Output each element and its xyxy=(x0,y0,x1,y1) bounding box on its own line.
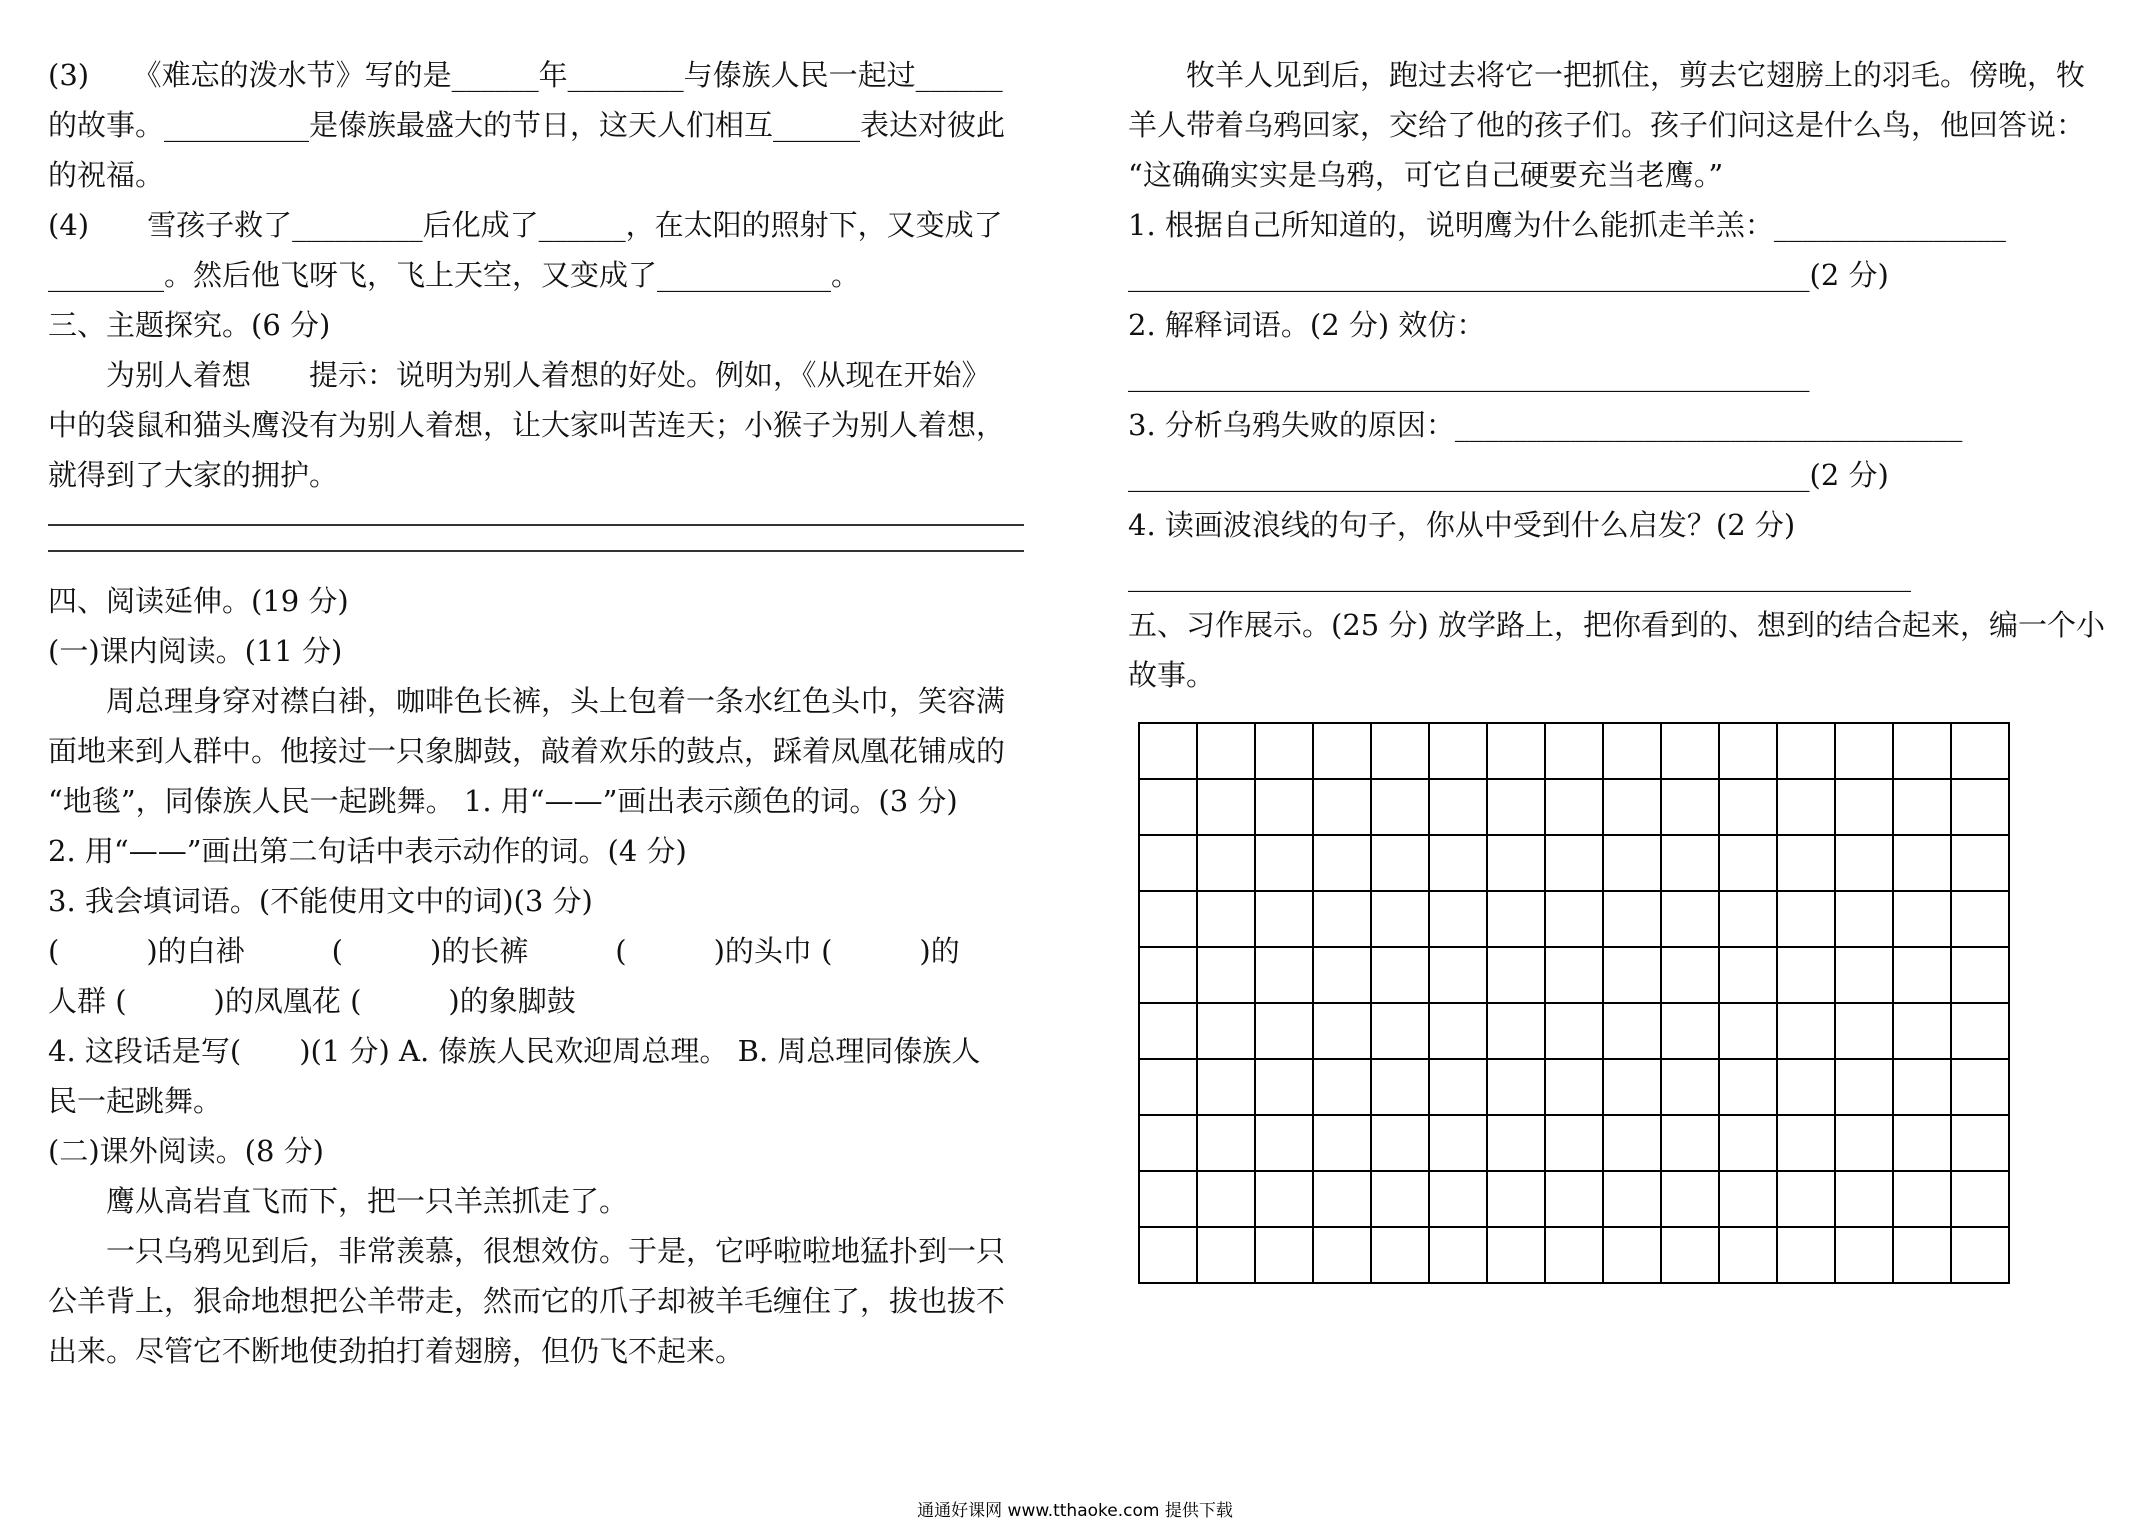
grid-cell xyxy=(1661,835,1719,891)
right-text-block xyxy=(1128,50,2108,700)
grid-cell xyxy=(1719,779,1777,835)
text-line: “这确确实实是乌鸦，可它自己硬要充当老鹰。” xyxy=(1128,158,1724,192)
text-line: 的故事。__________是傣族最盛大的节日，这天人们相互______表达对彼此 xyxy=(48,108,1006,142)
grid-cell xyxy=(1603,947,1661,1003)
text-line: (3) 《难忘的泼水节》写的是______年________与傣族人民一起过______ xyxy=(48,58,1003,92)
grid-cell xyxy=(1429,1003,1487,1059)
grid-cell xyxy=(1603,1171,1661,1227)
grid-cell xyxy=(1777,891,1835,947)
grid-cell xyxy=(1429,1115,1487,1171)
text-line: ( )的白褂 ( )的长裤 ( )的头巾 ( )的 xyxy=(48,934,960,968)
grid-cell xyxy=(1255,1059,1313,1115)
text-line: 鹰从高岩直飞而下，把一只羊羔抓走了。 xyxy=(106,1184,629,1218)
grid-cell xyxy=(1777,947,1835,1003)
grid-cell xyxy=(1197,1003,1255,1059)
grid-cell xyxy=(1545,1227,1603,1283)
grid-cell xyxy=(1661,1171,1719,1227)
grid-cell xyxy=(1545,1171,1603,1227)
left-column xyxy=(48,50,1024,1376)
grid-cell xyxy=(1545,891,1603,947)
grid-row xyxy=(1139,779,2009,835)
grid-cell xyxy=(1777,723,1835,779)
grid-cell xyxy=(1255,723,1313,779)
grid-cell xyxy=(1719,1171,1777,1227)
text-line: 面地来到人群中。他接过一只象脚鼓，敲着欢乐的鼓点，踩着凤凰花铺成的 xyxy=(48,734,1006,768)
grid-cell xyxy=(1429,779,1487,835)
grid-cell xyxy=(1661,1227,1719,1283)
grid-cell xyxy=(1777,1115,1835,1171)
grid-cell xyxy=(1197,723,1255,779)
text-line: 人群 ( )的凤凰花 ( )的象脚鼓 xyxy=(48,984,576,1018)
grid-cell xyxy=(1661,1115,1719,1171)
grid-cell xyxy=(1719,1115,1777,1171)
grid-cell xyxy=(1487,1115,1545,1171)
text-line: 一只乌鸦见到后，非常羡慕，很想效仿。于是，它呼啦啦地猛扑到一只 xyxy=(106,1234,1006,1268)
grid-cell xyxy=(1139,779,1197,835)
grid-cell xyxy=(1603,1059,1661,1115)
grid-row xyxy=(1139,1003,2009,1059)
grid-cell xyxy=(1777,1171,1835,1227)
grid-cell xyxy=(1545,1003,1603,1059)
grid-cell xyxy=(1429,891,1487,947)
grid-cell xyxy=(1487,1003,1545,1059)
grid-cell xyxy=(1197,1115,1255,1171)
text-line: (一)课内阅读。(11 分) xyxy=(48,634,343,668)
grid-cell xyxy=(1719,835,1777,891)
grid-cell xyxy=(1777,1227,1835,1283)
grid-row xyxy=(1139,1059,2009,1115)
grid-row xyxy=(1139,1227,2009,1283)
grid-cell xyxy=(1371,779,1429,835)
text-line: 故事。 xyxy=(1128,658,1216,692)
text-line: 3. 分析乌鸦失败的原因：___________________________________ xyxy=(1128,408,1963,442)
text-line: 2. 用“——”画出第二句话中表示动作的词。(4 分) xyxy=(48,834,687,868)
grid-cell xyxy=(1719,891,1777,947)
grid-cell xyxy=(1371,891,1429,947)
grid-cell xyxy=(1603,1003,1661,1059)
grid-cell xyxy=(1255,835,1313,891)
text-line: 五、习作展示。(25 分) 放学路上，把你看到的、想到的结合起来，编一个小 xyxy=(1128,608,2105,642)
grid-cell xyxy=(1951,1227,2009,1283)
grid-cell xyxy=(1313,891,1371,947)
grid-cell xyxy=(1951,1171,2009,1227)
grid-cell xyxy=(1835,891,1893,947)
grid-cell xyxy=(1835,1059,1893,1115)
grid-cell xyxy=(1487,1227,1545,1283)
grid-row xyxy=(1139,1171,2009,1227)
text-line: (4) 雪孩子救了_________后化成了______，在太阳的照射下，又变成了 xyxy=(48,208,1003,242)
grid-cell xyxy=(1429,1227,1487,1283)
grid-cell xyxy=(1313,947,1371,1003)
grid-cell xyxy=(1139,1227,1197,1283)
text-line: 4. 这段话是写( )(1 分) A. 傣族人民欢迎周总理。 B. 周总理同傣族人 xyxy=(48,1034,981,1068)
grid-cell xyxy=(1777,779,1835,835)
writing-grid-table xyxy=(1138,722,2010,1284)
text-line: 牧羊人见到后，跑过去将它一把抓住，剪去它翅膀上的羽毛。傍晚，牧 xyxy=(1186,58,2086,92)
grid-cell xyxy=(1371,1059,1429,1115)
grid-cell xyxy=(1661,779,1719,835)
grid-cell xyxy=(1893,1003,1951,1059)
grid-cell xyxy=(1313,1059,1371,1115)
grid-cell xyxy=(1139,835,1197,891)
text-line: 公羊背上，狠命地想把公羊带走，然而它的爪子却被羊毛缠住了，拔也拔不 xyxy=(48,1284,1006,1318)
grid-cell xyxy=(1429,723,1487,779)
grid-cell xyxy=(1719,723,1777,779)
grid-cell xyxy=(1835,947,1893,1003)
grid-cell xyxy=(1371,1171,1429,1227)
grid-cell xyxy=(1255,1115,1313,1171)
grid-cell xyxy=(1545,1059,1603,1115)
grid-cell xyxy=(1197,1171,1255,1227)
grid-cell xyxy=(1603,723,1661,779)
grid-cell xyxy=(1371,723,1429,779)
grid-cell xyxy=(1197,779,1255,835)
text-line: 三、主题探究。(6 分) xyxy=(48,308,331,342)
text-line: “地毯”，同傣族人民一起跳舞。 1. 用“——”画出表示颜色的词。(3 分) xyxy=(48,784,958,818)
grid-cell xyxy=(1487,779,1545,835)
text-line: 3. 我会填词语。(不能使用文中的词)(3 分) xyxy=(48,884,593,918)
text-line: 羊人带着乌鸦回家，交给了他的孩子们。孩子们问这是什么鸟，他回答说： xyxy=(1128,108,2086,142)
grid-cell xyxy=(1313,779,1371,835)
grid-cell xyxy=(1197,1059,1255,1115)
grid-cell xyxy=(1371,1003,1429,1059)
grid-cell xyxy=(1487,947,1545,1003)
text-line: _______________________________________________ xyxy=(1128,358,1810,392)
grid-cell xyxy=(1661,1059,1719,1115)
answer-line xyxy=(48,524,1024,526)
grid-cell xyxy=(1197,891,1255,947)
grid-cell xyxy=(1893,1115,1951,1171)
grid-cell xyxy=(1255,1003,1313,1059)
grid-cell xyxy=(1487,1059,1545,1115)
grid-cell xyxy=(1951,1003,2009,1059)
text-line: 1. 根据自己所知道的，说明鹰为什么能抓走羊羔：________________ xyxy=(1128,208,2006,242)
grid-cell xyxy=(1719,1227,1777,1283)
grid-cell xyxy=(1139,723,1197,779)
grid-cell xyxy=(1893,1171,1951,1227)
grid-row xyxy=(1139,891,2009,947)
text-line: ______________________________________________________ xyxy=(1128,558,1911,592)
answer-line xyxy=(48,550,1024,552)
grid-cell xyxy=(1545,1115,1603,1171)
grid-cell xyxy=(1255,1227,1313,1283)
grid-cell xyxy=(1313,1171,1371,1227)
grid-cell xyxy=(1661,1003,1719,1059)
grid-cell xyxy=(1951,723,2009,779)
grid-cell xyxy=(1313,1003,1371,1059)
text-line: (二)课外阅读。(8 分) xyxy=(48,1134,324,1168)
grid-cell xyxy=(1893,891,1951,947)
grid-cell xyxy=(1487,891,1545,947)
grid-cell xyxy=(1545,835,1603,891)
grid-cell xyxy=(1487,1171,1545,1227)
grid-cell xyxy=(1197,947,1255,1003)
text-line: _______________________________________________(2 分) xyxy=(1128,458,1889,492)
text-line: 民一起跳舞。 xyxy=(48,1084,223,1118)
grid-cell xyxy=(1835,1227,1893,1283)
grid-cell xyxy=(1313,1227,1371,1283)
grid-cell xyxy=(1951,1115,2009,1171)
text-line: 四、阅读延伸。(19 分) xyxy=(48,584,349,618)
grid-cell xyxy=(1951,1059,2009,1115)
grid-cell xyxy=(1951,947,2009,1003)
grid-cell xyxy=(1255,891,1313,947)
grid-cell xyxy=(1371,947,1429,1003)
grid-cell xyxy=(1777,835,1835,891)
grid-cell xyxy=(1429,1059,1487,1115)
grid-cell xyxy=(1951,835,2009,891)
grid-row xyxy=(1139,947,2009,1003)
grid-cell xyxy=(1487,723,1545,779)
grid-cell xyxy=(1545,947,1603,1003)
grid-row xyxy=(1139,1115,2009,1171)
grid-cell xyxy=(1719,947,1777,1003)
grid-cell xyxy=(1255,1171,1313,1227)
grid-row xyxy=(1139,723,2009,779)
composition-grid xyxy=(1138,722,2108,1284)
grid-cell xyxy=(1487,835,1545,891)
grid-cell xyxy=(1893,723,1951,779)
grid-cell xyxy=(1545,779,1603,835)
grid-cell xyxy=(1139,947,1197,1003)
grid-cell xyxy=(1893,779,1951,835)
text-line: 为别人着想 提示：说明为别人着想的好处。例如，《从现在开始》 xyxy=(106,358,991,392)
grid-cell xyxy=(1313,1115,1371,1171)
grid-cell xyxy=(1661,723,1719,779)
grid-cell xyxy=(1429,947,1487,1003)
grid-cell xyxy=(1255,779,1313,835)
grid-cell xyxy=(1893,835,1951,891)
grid-cell xyxy=(1893,1227,1951,1283)
grid-cell xyxy=(1719,1059,1777,1115)
grid-cell xyxy=(1197,1227,1255,1283)
grid-cell xyxy=(1835,1115,1893,1171)
grid-cell xyxy=(1835,723,1893,779)
text-line: 周总理身穿对襟白褂，咖啡色长裤，头上包着一条水红色头巾，笑容满 xyxy=(106,684,1006,718)
text-line: 中的袋鼠和猫头鹰没有为别人着想，让大家叫苦连天；小猴子为别人着想， xyxy=(48,408,1006,442)
grid-cell xyxy=(1139,1003,1197,1059)
page-footer: 通通好课网 www.tthaoke.com 提供下载 xyxy=(917,1501,1233,1521)
grid-cell xyxy=(1777,1003,1835,1059)
grid-cell xyxy=(1545,723,1603,779)
grid-cell xyxy=(1139,891,1197,947)
grid-cell xyxy=(1603,1227,1661,1283)
grid-cell xyxy=(1835,1003,1893,1059)
grid-cell xyxy=(1661,891,1719,947)
text-line: ________。然后他飞呀飞，飞上天空，又变成了____________。 xyxy=(48,258,861,292)
grid-cell xyxy=(1429,1171,1487,1227)
grid-cell xyxy=(1139,1059,1197,1115)
grid-cell xyxy=(1777,1059,1835,1115)
grid-cell xyxy=(1371,835,1429,891)
grid-cell xyxy=(1197,835,1255,891)
grid-cell xyxy=(1603,835,1661,891)
grid-cell xyxy=(1139,1171,1197,1227)
grid-cell xyxy=(1603,891,1661,947)
grid-cell xyxy=(1371,1227,1429,1283)
grid-cell xyxy=(1835,779,1893,835)
grid-cell xyxy=(1429,835,1487,891)
text-line: _______________________________________________(2 分) xyxy=(1128,258,1889,292)
grid-cell xyxy=(1661,947,1719,1003)
grid-cell xyxy=(1835,835,1893,891)
text-line: 出来。尽管它不断地使劲拍打着翅膀，但仍飞不起来。 xyxy=(48,1334,745,1368)
grid-cell xyxy=(1139,1115,1197,1171)
grid-cell xyxy=(1603,1115,1661,1171)
grid-cell xyxy=(1313,835,1371,891)
grid-cell xyxy=(1603,779,1661,835)
right-column xyxy=(1128,50,2108,1284)
grid-cell xyxy=(1835,1171,1893,1227)
grid-cell xyxy=(1893,947,1951,1003)
text-line: 2. 解释词语。(2 分) 效仿： xyxy=(1128,308,1486,342)
text-line: 就得到了大家的拥护。 xyxy=(48,458,339,492)
grid-cell xyxy=(1255,947,1313,1003)
grid-cell xyxy=(1893,1059,1951,1115)
grid-cell xyxy=(1313,723,1371,779)
grid-row xyxy=(1139,835,2009,891)
grid-cell xyxy=(1719,1003,1777,1059)
text-line: 的祝福。 xyxy=(48,158,165,192)
grid-cell xyxy=(1951,891,2009,947)
grid-cell xyxy=(1371,1115,1429,1171)
grid-cell xyxy=(1951,779,2009,835)
text-line: 4. 读画波浪线的句子，你从中受到什么启发？(2 分) xyxy=(1128,508,1796,542)
